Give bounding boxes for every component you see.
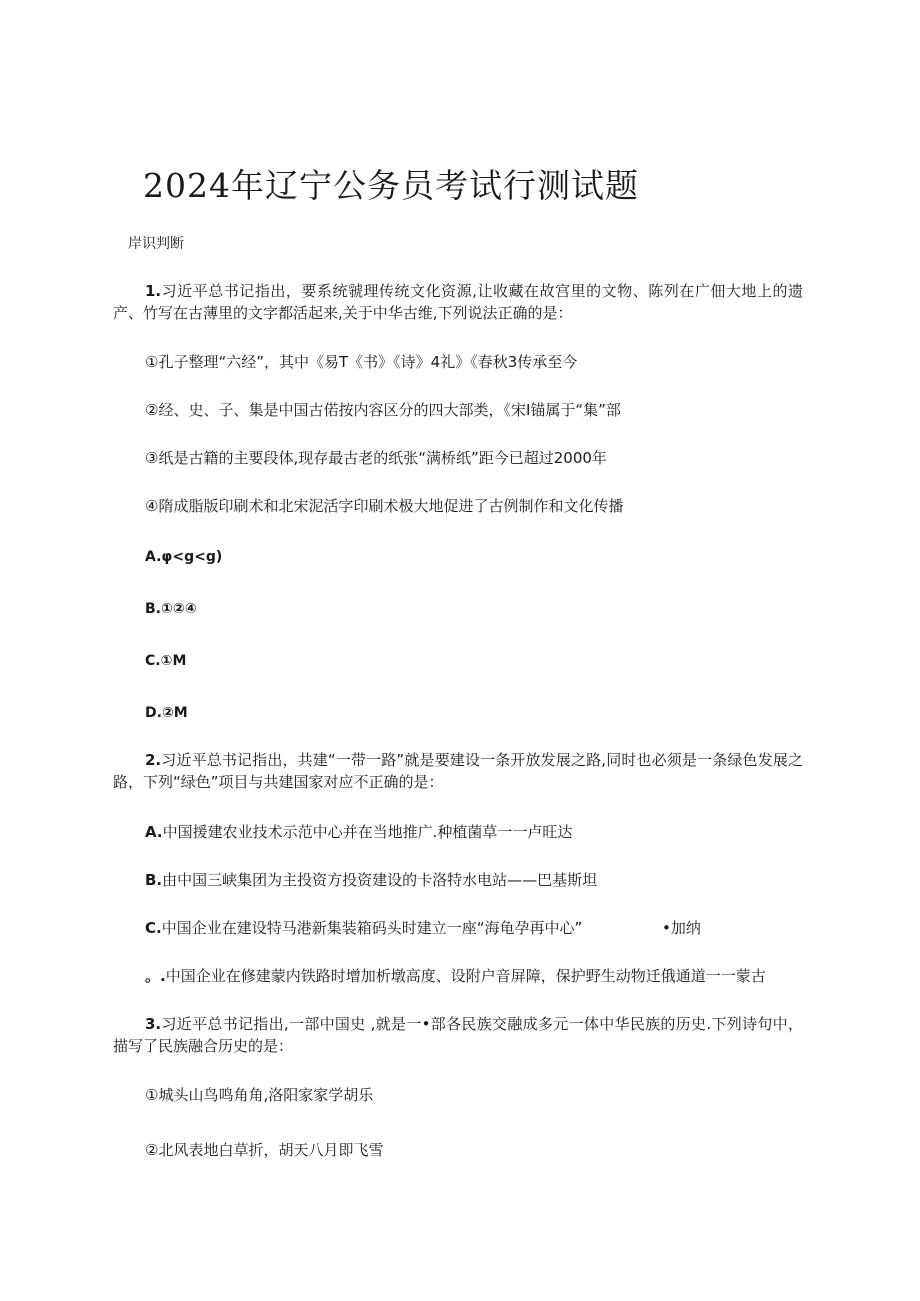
section-heading: 岸识判断 [128, 236, 184, 252]
question-2-stem [113, 749, 803, 793]
question-2-number: 2. [145, 751, 162, 769]
question-2-option-a-letter: A. [145, 823, 163, 841]
question-2-option-b-text: 由中国三峡集团为主投资方投资建设的卡洛特水电站——巴基斯坦 [162, 871, 598, 889]
question-3-statement-2: ②北风表地白草折，胡天八月即飞雪 [145, 1141, 384, 1159]
question-2-option-c-text: 中国企业在建设特马港新集装箱码头时建立一座“海龟孕再中心” [161, 919, 583, 937]
question-1-option-a: A.φ<g<g) [145, 549, 223, 565]
question-2-option-c-country: •加纳 [662, 919, 701, 937]
question-1-statement-3: ③纸是古籍的主要段体,现存最古老的纸张“满桥纸”距今已超过2000年 [145, 449, 607, 467]
question-2-option-d-text: 中国企业在修建蒙内铁路时增加析墩高度、设附户音屏障，保护野生动物迁俄通道一一蒙古 [165, 967, 766, 985]
question-1-statement-4: ④隋成脂版印刷术和北宋泥活字印刷术极大地促进了古例制作和文化传播 [145, 497, 624, 515]
question-3-text: 习近平总书记指出,一部中国史 ,就是一•部各民族交融成多元一体中华民族的历史.下列诗句中，描写了民族融合历史的是： [113, 1015, 803, 1055]
question-2-option-c-letter: C. [145, 919, 162, 937]
question-2-option-b-letter: B. [145, 871, 163, 889]
question-2-option-b [145, 869, 597, 891]
question-3-stem [113, 1013, 803, 1057]
question-1-option-c: C.①M [145, 653, 187, 669]
question-2-option-a [145, 821, 572, 843]
page-title: 2024年辽宁公务员考试行测试题 [143, 166, 639, 205]
question-2-option-d-letter: 。. [145, 967, 166, 985]
question-3-statement-1: ①城头山鸟鸣角角,洛阳家家学胡乐 [145, 1086, 374, 1104]
question-1-option-d: D.②M [145, 705, 188, 721]
question-2-option-a-text: 中国援建农业技术示范中心并在当地推广.种植菌草一一卢旺达 [162, 823, 573, 841]
question-1-statement-1: ①孔子整理“六经”，其中《易T《书》《诗》4礼》《春秋3传承至今 [145, 353, 578, 371]
question-2-option-d [145, 965, 766, 987]
question-3-number: 3. [145, 1015, 162, 1033]
question-1-statement-2: ②经、史、子、集是中国古偌按内容区分的四大部类，《宋I锚属于“集”部 [145, 401, 621, 419]
question-1-number: 1. [145, 282, 162, 300]
question-1-text: 习近平总书记指出，要系统虢理传统文化资源,让收藏在故宫里的文物、陈列在广佃大地上的遗产、竹写在古薄里的文字都活起来,关于中华古维,下列说法正确的是： [113, 282, 803, 322]
question-2-option-c [145, 917, 582, 939]
question-1-stem [113, 280, 803, 324]
question-2-text: 习近平总书记指出，共建“一带一路”就是要建设一条开放发展之路,同时也必须是一条绿色发展之路，下列“绿色”项目与共建国家对应不正确的是： [113, 751, 803, 791]
question-1-option-b: B.①②④ [145, 601, 197, 617]
